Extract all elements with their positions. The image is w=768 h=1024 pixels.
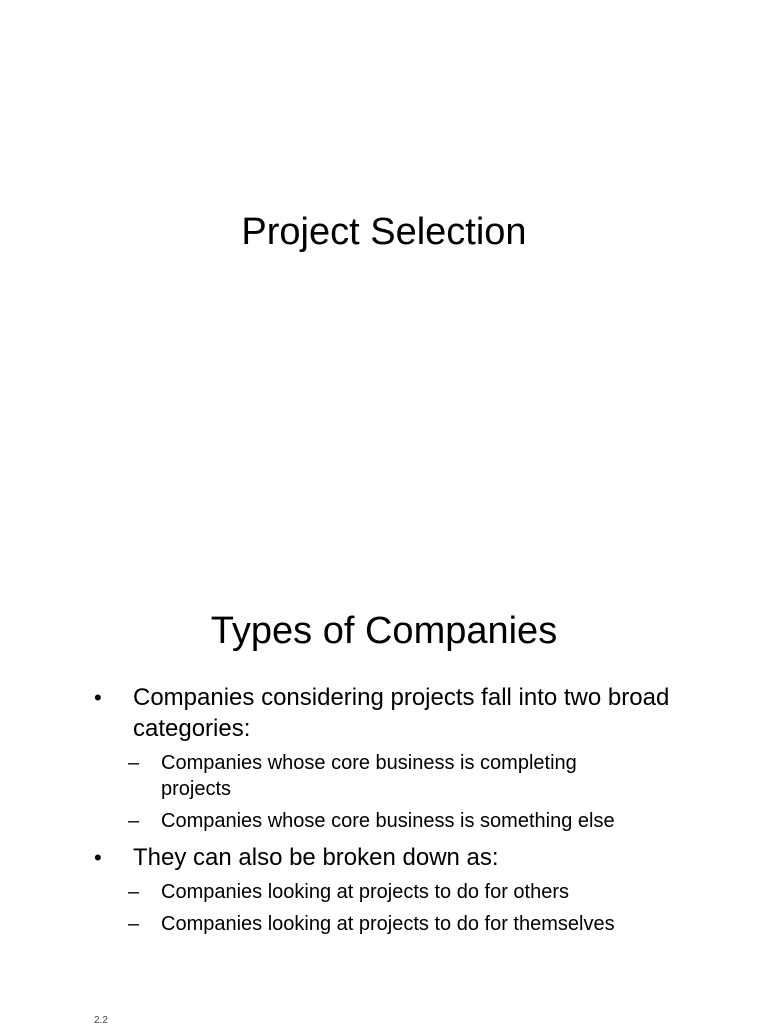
bullet-list (0, 682, 768, 937)
dash-icon: – (128, 881, 140, 903)
bullet-item (0, 682, 768, 834)
sub-bullet-item (0, 911, 708, 937)
slide-title: Types of Companies (210, 610, 558, 652)
sub-bullet-item (0, 879, 708, 905)
slide-title: Project Selection (241, 211, 527, 253)
page-number: 2.2 (94, 1015, 108, 1024)
bullet-icon: • (94, 685, 102, 710)
bullet-text: Companies considering projects fall into two broad categories: (133, 684, 670, 742)
dash-icon: – (128, 752, 140, 774)
sub-bullet-item (0, 808, 708, 834)
sub-bullet-list (128, 750, 708, 834)
bullet-text: They can also be broken down as: (133, 844, 499, 871)
sub-bullet-list (128, 879, 708, 937)
sub-bullet-text: Companies looking at projects to do for themselves (161, 913, 615, 935)
dash-icon: – (128, 810, 140, 832)
bullet-item (0, 842, 768, 937)
dash-icon: – (128, 913, 140, 935)
slide-types-of-companies (0, 512, 768, 1024)
sub-bullet-text: Companies whose core business is something else (161, 810, 615, 832)
sub-bullet-text: Companies whose core business is completing projects (161, 752, 577, 800)
sub-bullet-item (0, 750, 708, 802)
sub-bullet-text: Companies looking at projects to do for others (161, 881, 569, 903)
bullet-icon: • (94, 845, 102, 870)
